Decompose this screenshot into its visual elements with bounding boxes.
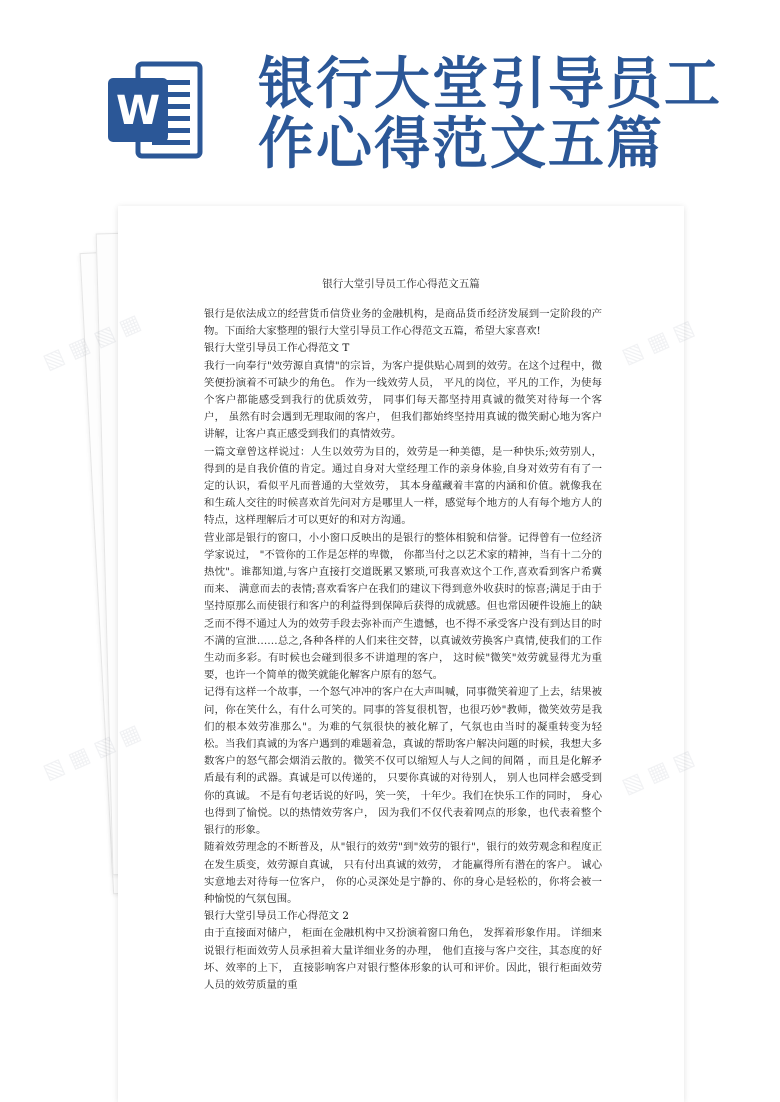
document-body	[204, 306, 602, 994]
paragraph: 我行一向奉行"效劳源自真情"的宗旨，为客户提供贴心周到的效劳。在这个过程中，微笑便扮演着不可缺少的角色。 作为一线效劳人员， 平凡的岗位，平凡的工作，为使每个客户都能感受到我行的优质效劳， 同事们每天都坚持用真诚的微笑对待每一个客户， 虽然有时会遇到无理取闹的客户， 但我们都始终坚持用真诚的微笑耐心地为客户讲解，让客户真正感受到我们的真情效劳。	[204, 359, 602, 441]
word-document-icon	[108, 58, 208, 162]
svg-text:W: W	[115, 88, 161, 134]
document-page	[118, 206, 684, 1102]
header-banner	[0, 0, 780, 200]
page-title-line-1: 银行大堂引导员工	[258, 52, 722, 117]
paragraph: 记得有这样一个故事，一个怒气冲冲的客户在大声叫喊，同事微笑着迎了上去，结果被问，你在笑什么，有什么可笑的。同事的答复很机智，也很巧妙"教师，微笑效劳是我们的根本效劳准那么"。为难的气氛很快的被化解了，气氛也由当时的凝重转变为轻松。当我们真诚的为客户遇到的难题着急，真诚的帮助客户解决问题的时候，我想大多数客户的怒气都会烟消云散的。微笑不仅可以缩短人与人之间的间隔 ，而且是化解矛盾最有利的武器。真诚是可以传递的， 只要你真诚的对待别人， 别人也同样会感受到你的真诚。 不是有句老话说的好吗，笑一笑， 十年少。我们在快乐工作的同时， 身心也得到了愉悦。以的热情效劳客户， 因为我们不仅代表着网点的形象，也代表着整个银行的形象。	[204, 686, 602, 837]
document-title: 银行大堂引导员工作心得范文五篇	[322, 278, 480, 290]
section-heading-1: 银行大堂引导员工作心得范文 T	[204, 342, 350, 355]
paragraph: 营业部是银行的窗口，小小窗口反映出的是银行的整体相貌和信誉。记得曾有一位经济学家说过， "不管你的工作是怎样的卑微， 你都当付之以艺术家的精神，当有十二分的热忱"。谁都知道,与客户直接打交道既累又繁琐,可我喜欢这个工作,喜欢看到客户希冀而来、 满意而去的表情;喜欢看客户在我们的建议下得到意外收获时的惊喜;满足于由于坚持原那么而使银行和客户的利益得到保障后获得的成就感。但也常因硬件设施上的缺乏而不得不通过人为的效劳手段去弥补而产生遗憾，也不得不承受客户没有到达目的时不满的宣泄……总之,各种各样的人们来往交替，以真诚效劳换客户真情,使我们的工作生动而多彩。有时候也会碰到很多不讲道理的客户， 这时候"微笑"效劳就显得尤为重要，也许一个简单的微笑就能化解客户原有的怒气。	[204, 531, 602, 682]
watermark-graphic: ▧ ▦ ▧ ▦	[39, 719, 145, 786]
paragraph: 由于直接面对储户， 柜面在金融机构中又扮演着窗口角色， 发挥着形象作用。 详细来说银行柜面效劳人员承担着大量详细业务的办理， 他们直接与客户交往，其态度的好坏、效率的上下， 直接影响客户对银行整体形象的认可和评价。因此，银行柜面效劳人员的效劳质量的重	[204, 927, 602, 991]
paragraph-intro: 银行是依法成立的经营货币信贷业务的金融机构，是商品货币经济发展到一定阶段的产物。下面给大家整理的银行大堂引导员工作心得范文五篇，希望大家喜欢!	[204, 308, 602, 338]
paragraph: 一篇文章曾这样说过：人生以效劳为目的，效劳是一种美德，是一种快乐;效劳别人，得到的是自我价值的肯定。通过自身对大堂经理工作的亲身体验,自身对效劳有有了一定的认识，看似平凡而普通的大堂效劳， 其本身蕴藏着丰富的内涵和价值。就像我在和生疏人交往的时候喜欢首先问对方是哪里人一样，感觉每个地方的人有每个地方人的特点，这样理解后才可以更好的和对方沟通。	[204, 445, 602, 527]
paragraph: 随着效劳理念的不断普及，从"银行的效劳"到"效劳的银行"，银行的效劳观念和程度正在发生质变，效劳源自真诚， 只有付出真诚的效劳， 才能赢得所有潜在的客户。 诚心实意地去对待每一位客户， 你的心灵深处是宁静的、你的身心是轻松的，你将会被一种愉悦的气氛包围。	[204, 841, 602, 905]
section-heading-2: 银行大堂引导员工作心得范文 2	[204, 910, 349, 923]
page-title-line-2: 作心得范文五篇	[258, 112, 664, 177]
watermark-graphic: ▧ ▦	[39, 332, 94, 376]
